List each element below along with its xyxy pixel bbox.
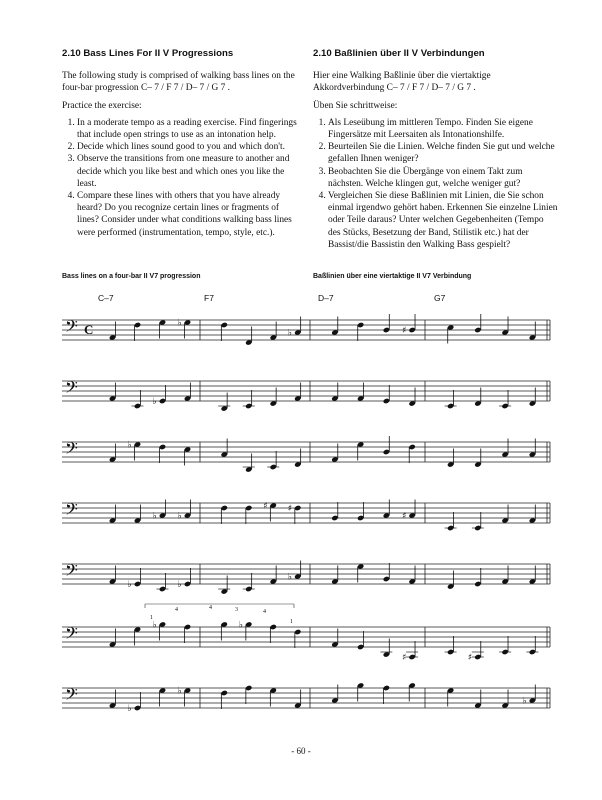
section-title-german: 2.10 Baßlinien über II V Verbindungen bbox=[313, 48, 485, 59]
list-item: 3. Beobachten Sie die Übergänge von einem Takt zum nächsten. Welche klingen gut, welche weniger gut? bbox=[328, 166, 558, 190]
score-caption-english: Bass lines on a four-bar II V7 progression bbox=[62, 273, 201, 280]
flat-icon: ♭ bbox=[127, 580, 132, 590]
list-item: 2. Decide which lines sound good to you and which don't. bbox=[77, 141, 302, 153]
time-signature: C bbox=[84, 322, 94, 337]
bass-clef-icon: 𝄢 bbox=[65, 684, 78, 708]
flat-icon: ♭ bbox=[152, 397, 157, 407]
bass-clef-icon: 𝄢 bbox=[65, 438, 78, 462]
sharp-icon: ♯ bbox=[402, 326, 407, 336]
flat-icon: ♭ bbox=[287, 328, 292, 339]
flat-icon: ♭ bbox=[152, 511, 157, 522]
chord-symbol: D–7 bbox=[318, 293, 334, 303]
chord-symbol: C–7 bbox=[98, 293, 114, 303]
flat-icon: ♭ bbox=[177, 686, 182, 697]
sharp-icon: ♯ bbox=[263, 501, 268, 512]
flat-icon: ♭ bbox=[522, 696, 527, 707]
score-caption-german: Baßlinien über eine viertaktige II V7 Verbindung bbox=[313, 273, 472, 280]
flat-icon: ♭ bbox=[287, 572, 292, 583]
sharp-icon: ♯ bbox=[402, 653, 407, 663]
chord-symbol: G7 bbox=[434, 293, 446, 303]
list-item: 2. Beurteilen Sie die Linien. Welche finden Sie gut und welche gefallen Ihnen weniger? bbox=[328, 141, 558, 165]
intro-english: The following study is comprised of walking bass lines on the four-bar progression C– 7 / F 7 / D– 7 / G 7 . bbox=[62, 71, 295, 94]
list-item: 4. Vergleichen Sie diese Baßlinien mit Linien, die Sie schon einmal irgendwo gehört haben. Erkennen Sie einzelne Linien oder Teile daraus? Unter welchen Gegebenheiten (Tempo des Stücks, Besetzung der Band, Stilistik etc.) hat der Bassist/die Bassistin den Walking Bass gespielt? bbox=[328, 190, 558, 251]
list-item: 1. In a moderate tempo as a reading exercise. Find fingerings that include open strings to use as an intonation help. bbox=[77, 117, 302, 141]
bass-clef-icon: 𝄢 bbox=[65, 499, 78, 523]
sharp-icon: ♯ bbox=[467, 653, 473, 663]
practice-label-german: Üben Sie schrittweise: bbox=[313, 100, 398, 111]
fingering-number: 1 bbox=[150, 615, 153, 621]
flat-icon: ♭ bbox=[127, 704, 132, 714]
flat-icon: ♭ bbox=[127, 440, 132, 451]
fingering-number: 3 bbox=[235, 607, 238, 613]
bass-clef-icon: 𝄢 bbox=[65, 560, 78, 584]
list-item: 1. Als Leseübung im mittleren Tempo. Finden Sie eigene Fingersätze mit Leersaiten als Intonationshilfe. bbox=[328, 117, 558, 141]
flat-icon: ♭ bbox=[177, 318, 182, 329]
fingering-number: 4 bbox=[175, 607, 178, 613]
fingering-number: 1 bbox=[290, 619, 293, 625]
intro-german: Hier eine Walking Baßlinie über die viertaktige Akkordverbindung C– 7 / F 7 / D– 7 / G 7 . bbox=[313, 71, 491, 94]
list-item: 4. Compare these lines with others that you have already heard? Do you recognize certain lines or fragments of lines? Consider under what conditions walking bass lines were performed (instrumentation, tempo, style, etc.). bbox=[77, 190, 302, 239]
fingering-number: 4 bbox=[263, 609, 266, 615]
page-number: - 60 - bbox=[291, 746, 311, 756]
list-item: 3. Observe the transitions from one measure to another and decide which you like best and which ones you like the least. bbox=[77, 153, 302, 190]
bass-clef-icon: 𝄢 bbox=[65, 377, 78, 401]
sharp-icon: ♯ bbox=[402, 511, 407, 522]
fingering-number: 4 bbox=[209, 605, 212, 611]
section-title-english: 2.10 Bass Lines For II V Progressions bbox=[62, 48, 234, 59]
flat-icon: ♭ bbox=[238, 620, 243, 631]
flat-icon: ♭ bbox=[152, 620, 157, 631]
flat-icon: ♭ bbox=[177, 511, 182, 522]
flat-icon: ♭ bbox=[177, 580, 182, 590]
bass-clef-icon: 𝄢 bbox=[65, 623, 78, 647]
chord-symbol: F7 bbox=[204, 293, 214, 303]
bass-clef-icon: 𝄢 bbox=[65, 316, 78, 340]
sharp-icon: ♯ bbox=[287, 504, 293, 514]
practice-label-english: Practice the exercise: bbox=[62, 100, 142, 111]
